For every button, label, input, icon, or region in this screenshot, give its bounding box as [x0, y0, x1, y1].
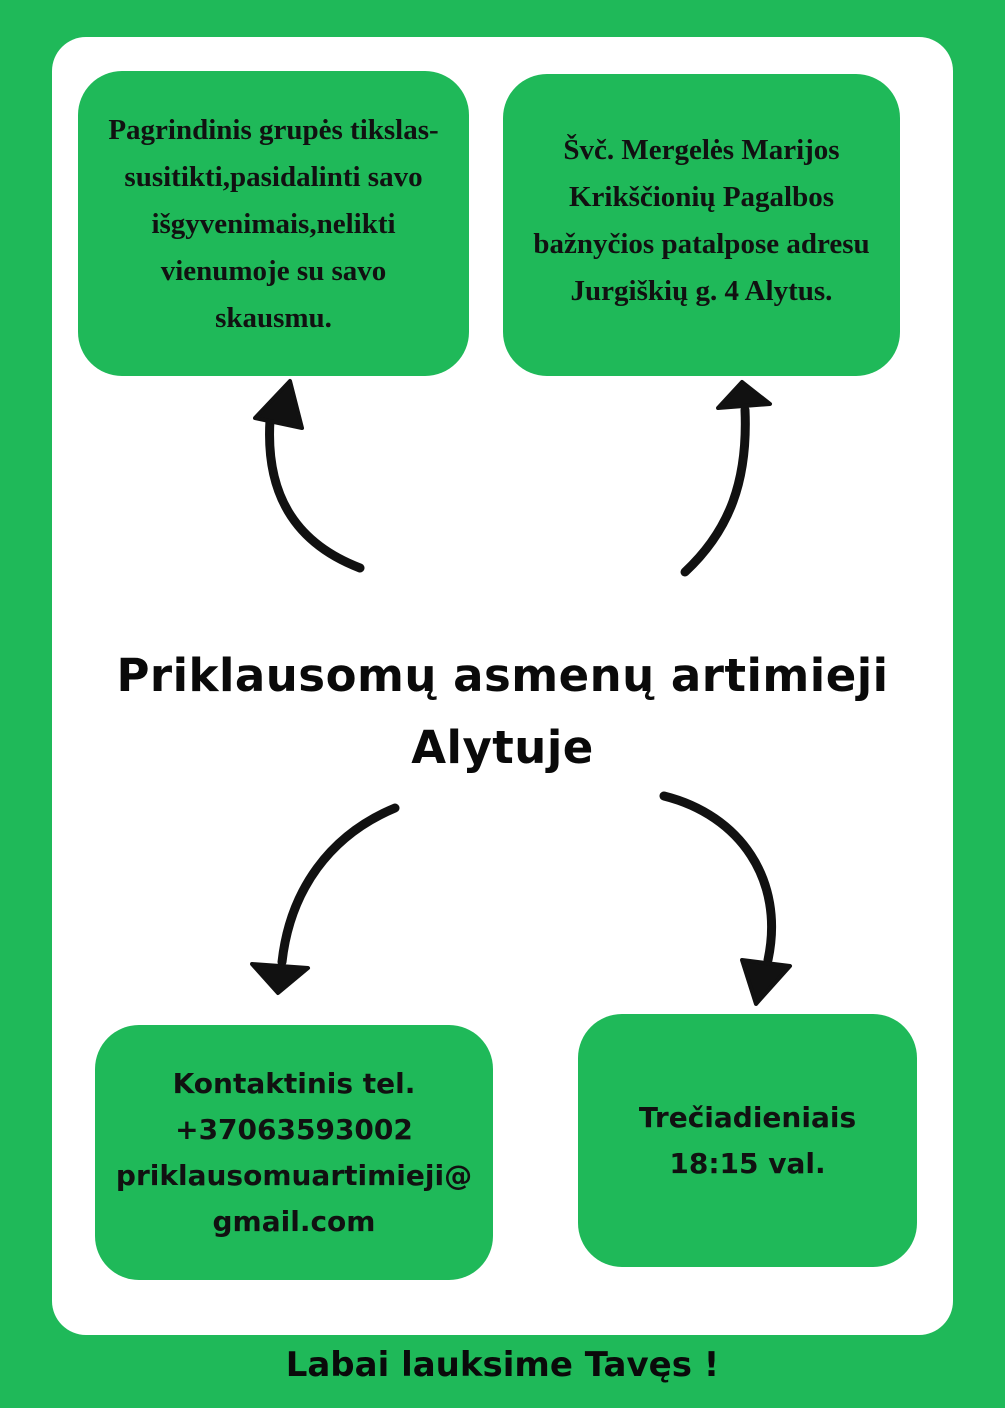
goal-line: vienumoje su savo: [160, 255, 387, 287]
contact-line: priklausomuartimieji@: [115, 1158, 473, 1192]
footer-text: Labai lauksime Tavęs !: [285, 1345, 720, 1385]
goal-line: išgyvenimais,nelikti: [151, 208, 396, 240]
title-line-2: Alytuje: [411, 721, 594, 774]
goal-line: susitikti,pasidalinti savo: [124, 161, 423, 193]
title-line-1: Priklausomų asmenų artimieji: [116, 649, 889, 702]
time-text: [639, 1095, 856, 1187]
contact-line: gmail.com: [212, 1204, 376, 1238]
time-box: [578, 1014, 917, 1267]
location-line: bažnyčios patalpose adresu: [533, 228, 870, 260]
goal-line: skausmu.: [215, 302, 332, 334]
goal-line: Pagrindinis grupės tikslas-: [108, 114, 439, 146]
location-line: Krikščionių Pagalbos: [568, 181, 835, 213]
location-line: Švč. Mergelės Marijos: [563, 134, 840, 166]
goal-box: [78, 71, 469, 376]
contact-box: [95, 1025, 493, 1280]
contact-line: +37063593002: [175, 1112, 413, 1146]
goal-text: [108, 107, 438, 342]
time-line: Trečiadieniais: [638, 1100, 857, 1134]
contact-line: Kontaktinis tel.: [172, 1066, 416, 1100]
location-text: [533, 127, 869, 315]
location-line: Jurgiškių g. 4 Alytus.: [570, 275, 833, 307]
main-title: [52, 640, 953, 784]
contact-text: [116, 1061, 472, 1245]
time-line: 18:15 val.: [669, 1146, 826, 1180]
location-box: [503, 74, 900, 376]
